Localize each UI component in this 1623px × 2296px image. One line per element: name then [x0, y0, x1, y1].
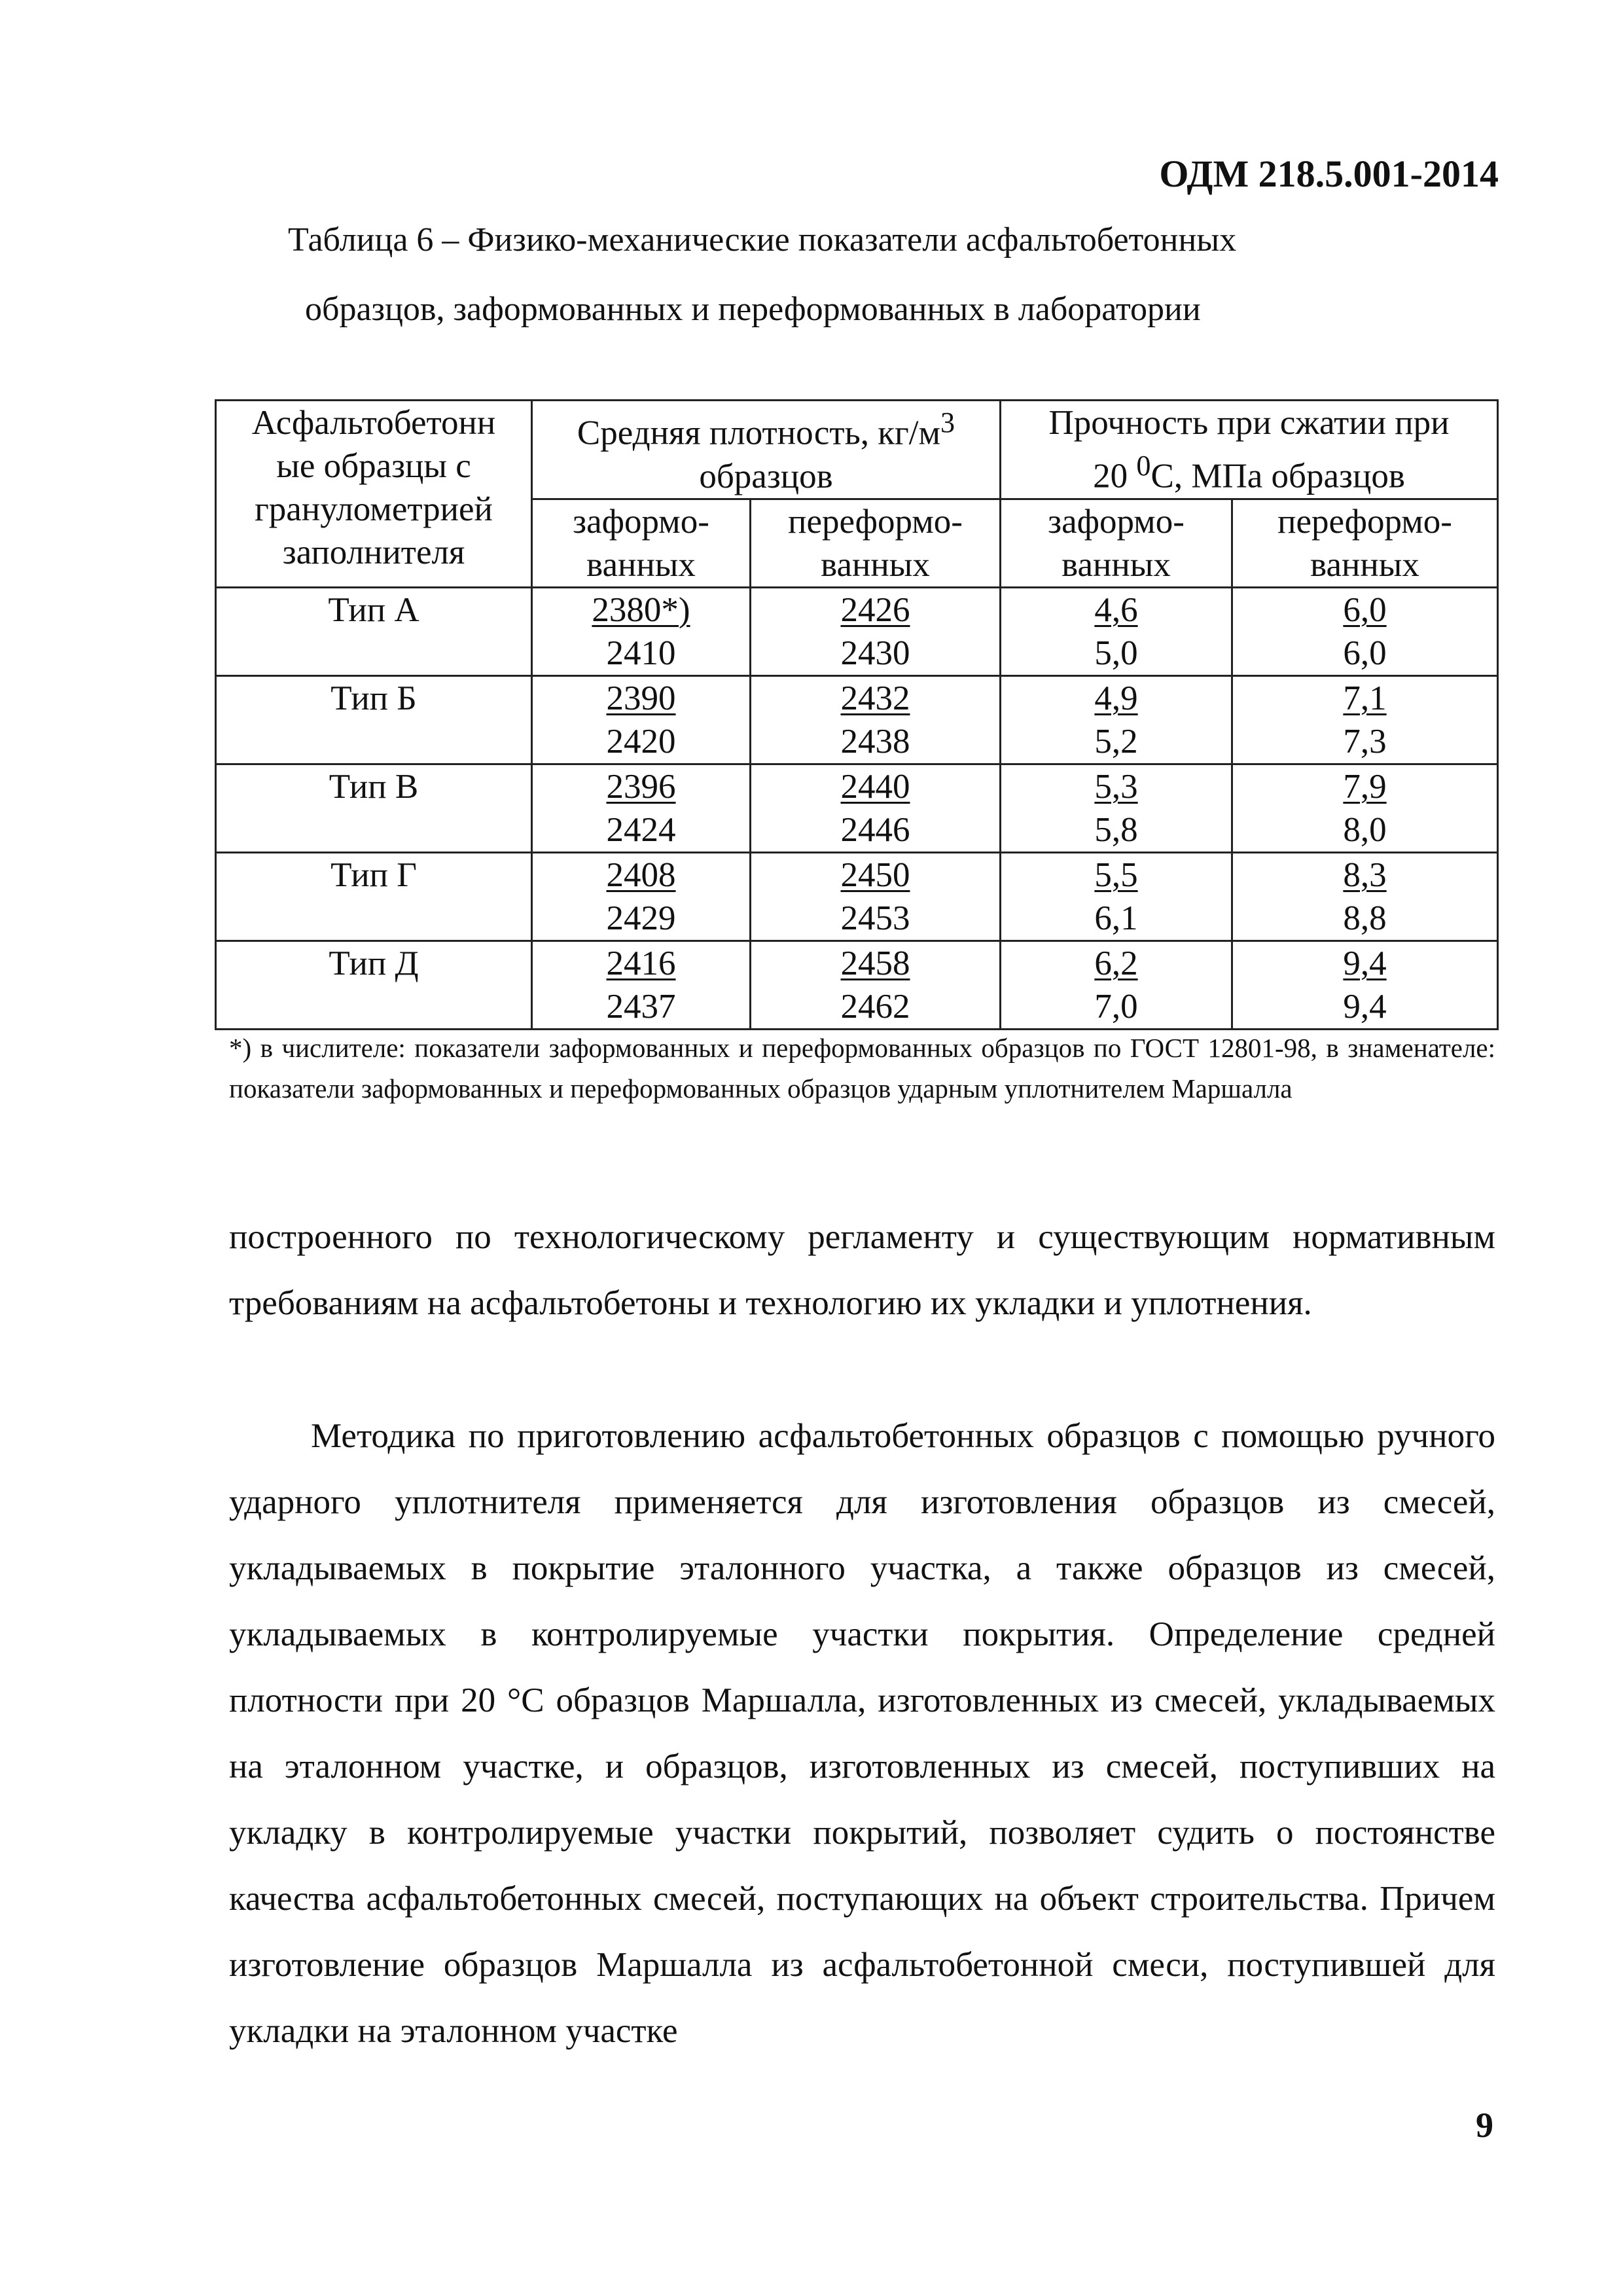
- table-caption-line1: Таблица 6 – Физико-механические показатели асфальтобетонных: [288, 221, 1237, 259]
- cell-density-reformed: 2432 2438: [751, 675, 1001, 764]
- row-type: Тип Б: [216, 675, 532, 764]
- cell-strength-formed: 4,9 5,2: [1001, 675, 1232, 764]
- row-type: Тип А: [216, 587, 532, 675]
- header-strength: Прочность при сжатии при 20 $^0$С, МПа образцов: [1001, 401, 1498, 499]
- table-footnote: *) в числителе: показатели заформованных и переформованных образцов по ГОСТ 12801-98, в знаменателе: показатели заформованных и переформованных образцов ударным уплотнителем Маршалла: [229, 1033, 1495, 1103]
- body-paragraph-2: Методика по приготовлению асфальтобетонных образцов с помощью ручного ударного уплотнителя применяется для изготовления образцов из смесей, укладываемых в покрытие эталонного участка, а также образцов из смесей, укладываемых в контролируемые участки покрытия. Определение средней плотности при 20 °С образцов Маршалла, изготовленных из смесей, укладываемых на эталонном участке, и образцов, изготовленных из смесей, поступивших на укладку в контролируемые участки покрытий, позволяет судить о постоянстве качества асфальтобетонных смесей, поступающих на объект строительства. Причем изготовление образцов Маршалла из асфальтобетонной смеси, поступившей для укладки на эталонном участке: [229, 1417, 1495, 2050]
- properties-table: [215, 399, 1499, 1030]
- cell-density-formed: 2396 2424: [532, 764, 751, 852]
- row-type: Тип Д: [216, 941, 532, 1029]
- cell-strength-formed: 4,6 5,0: [1001, 587, 1232, 675]
- page-number: 9: [1476, 2106, 1493, 2145]
- cell-density-reformed: 2426 2430: [751, 587, 1001, 675]
- cell-density-formed: 2416 2437: [532, 941, 751, 1029]
- subheader-strength-formed: заформо- ванных: [1001, 499, 1232, 587]
- table-header-row: [216, 401, 1498, 499]
- body-paragraph-1: построенного по технологическому регламенту и существующим нормативным требованиям на асфальтобетоны и технологию их укладки и уплотнения.: [229, 1218, 1495, 1322]
- cell-density-reformed: 2458 2462: [751, 941, 1001, 1029]
- cell-density-reformed: 2440 2446: [751, 764, 1001, 852]
- table-row: [216, 764, 1498, 852]
- table-caption-line2: образцов, заформованных и переформованных в лаборатории: [305, 291, 1201, 328]
- header-sample-type: Асфальтобетонн ые образцы с гранулометрией заполнителя: [216, 401, 532, 588]
- document-code: ОДМ 218.5.001-2014: [1159, 152, 1499, 195]
- cell-strength-reformed: 7,1 7,3: [1232, 675, 1498, 764]
- cell-density-formed: 2380*) 2410: [532, 587, 751, 675]
- table-row: [216, 675, 1498, 764]
- table-row: [216, 587, 1498, 675]
- table-row: [216, 941, 1498, 1029]
- row-type: Тип Г: [216, 852, 532, 941]
- cell-strength-formed: 5,3 5,8: [1001, 764, 1232, 852]
- cell-strength-reformed: 8,3 8,8: [1232, 852, 1498, 941]
- subheader-density-reformed: переформо- ванных: [751, 499, 1001, 587]
- table-row: [216, 852, 1498, 941]
- cell-strength-formed: 6,2 7,0: [1001, 941, 1232, 1029]
- cell-strength-formed: 5,5 6,1: [1001, 852, 1232, 941]
- cell-density-formed: 2408 2429: [532, 852, 751, 941]
- cell-strength-reformed: 6,0 6,0: [1232, 587, 1498, 675]
- cell-strength-reformed: 7,9 8,0: [1232, 764, 1498, 852]
- cell-density-formed: 2390 2420: [532, 675, 751, 764]
- header-density: Средняя плотность, $кг/м^3$ образцов: [532, 401, 1001, 499]
- row-type: Тип В: [216, 764, 532, 852]
- subheader-density-formed: заформо- ванных: [532, 499, 751, 587]
- cell-density-reformed: 2450 2453: [751, 852, 1001, 941]
- subheader-strength-reformed: переформо- ванных: [1232, 499, 1498, 587]
- cell-strength-reformed: 9,4 9,4: [1232, 941, 1498, 1029]
